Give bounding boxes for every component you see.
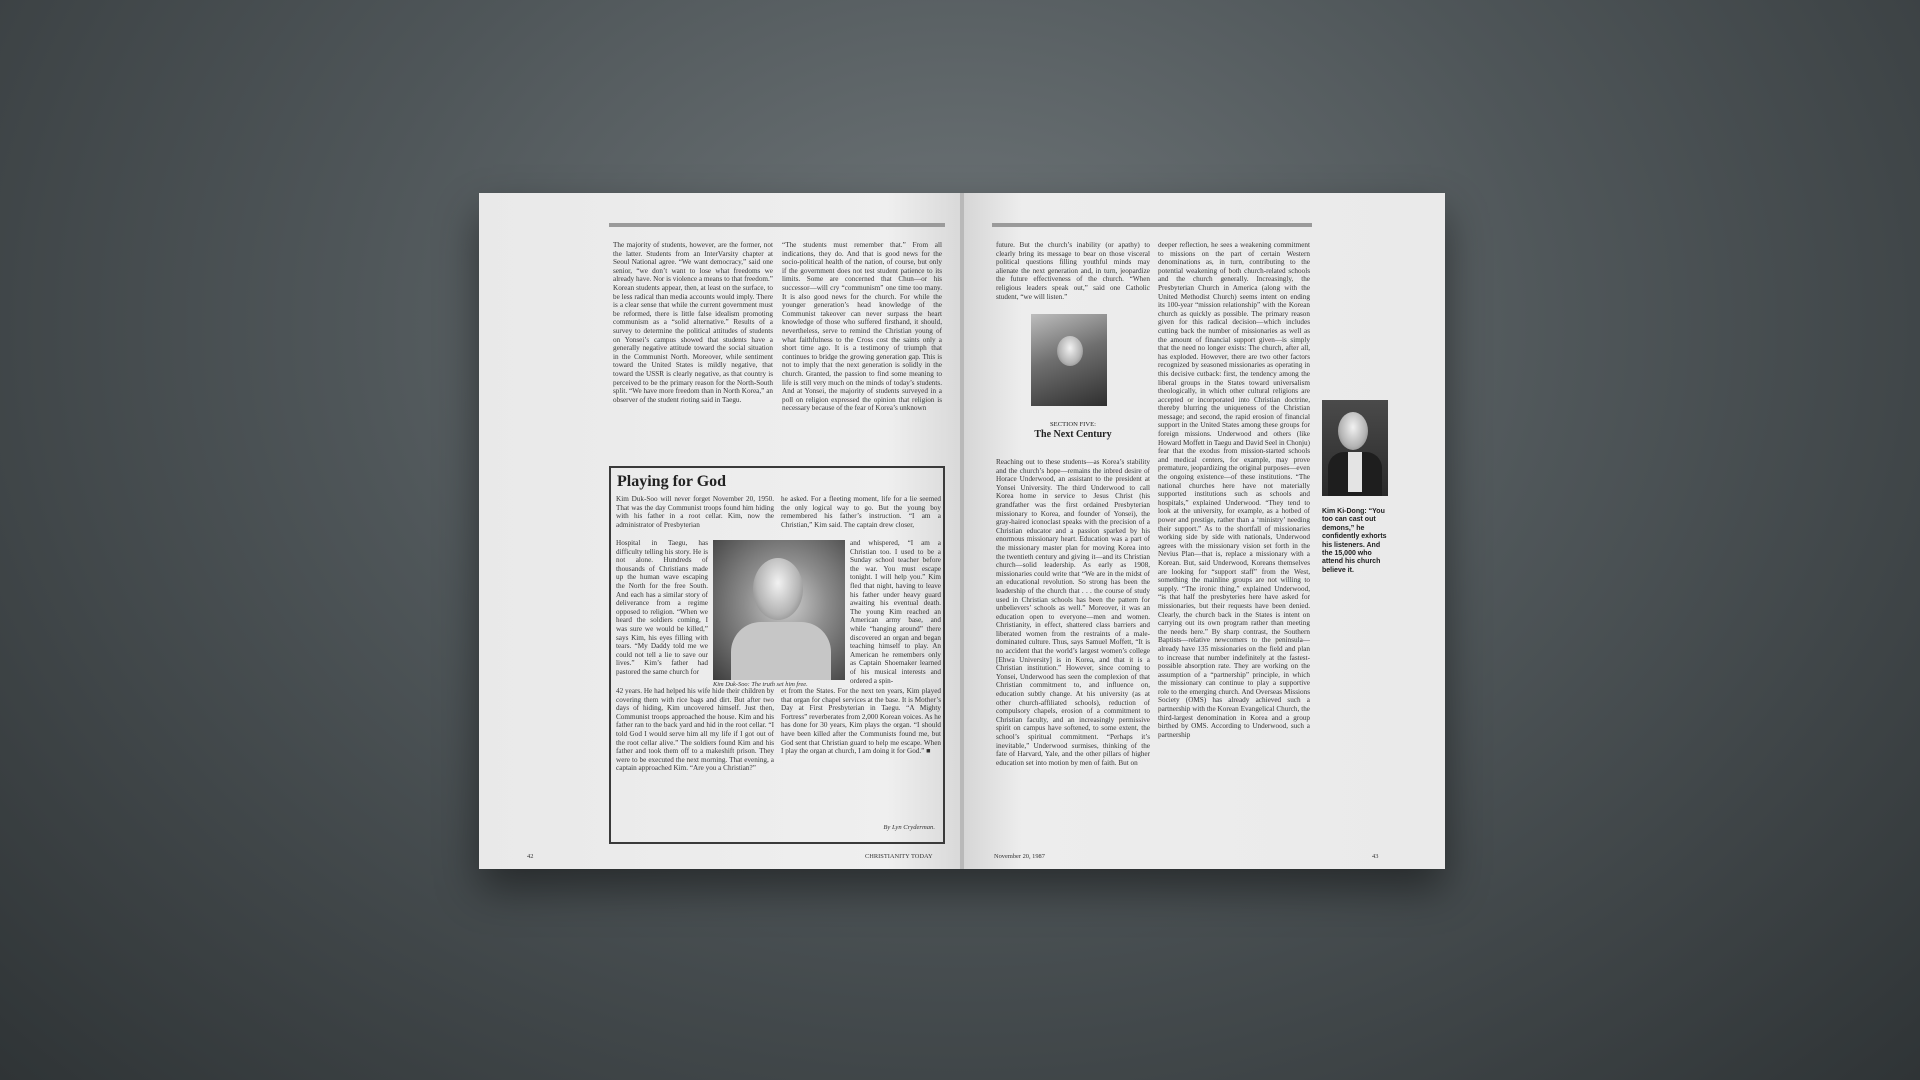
box-column-2-top: he asked. For a fleeting moment, life for a lie seemed the only logical way to go. But the young boy remembered his father’s instruction. “I am a Christian,” Kim said. The captain drew closer,	[781, 495, 941, 529]
left-top-column-2: “The students must remember that.” From all indications, they do. And that is good news for the socio-political health of the nation, of course, but only if the government does not test student patience to its limits. Some are concerned that Chun—or his successor—will cry “communism” one time too many. It is also good news for the church. For while the younger generation’s head knowledge of the Communist takeover can never surpass the heart knowledge of those who suffered firsthand, it should, nevertheless, serve to remind the Christian young of what faithfulness to the Cross cost the saints only a short time ago. It is a testimony of triumph that continues to bridge the growing generation gap. This is not to imply that the next generation is solidly in the church. Granted, the passion to find some meaning to life is still very much on the minds of today’s students. And at Yonsei, the majority of students surveyed in a poll on religion expressed the opinion that religion is necessary because of the fear of Korea’s unknown	[782, 241, 942, 413]
student-figure	[1057, 336, 1083, 366]
byline: By Lyn Cryderman.	[883, 824, 935, 831]
kim-ki-dong-photo	[1322, 400, 1388, 496]
right-column-1-top: future. But the church’s inability (or apathy) to clearly bring its message to bear on those visceral political questions filling youthful minds may alienate the next generation and, in turn, jeopardize the future effectiveness of the church. “When religious leaders speak out,” said one Catholic student, “we will listen.”	[996, 241, 1150, 301]
folio-date: November 20, 1987	[994, 853, 1045, 860]
folio-magazine-name: CHRISTIANITY TODAY	[865, 853, 933, 860]
portrait-face	[753, 558, 803, 620]
sidebar-box	[609, 466, 945, 844]
magazine-spread	[479, 193, 1445, 869]
right-column-1-bottom: Reaching out to these students—as Korea’s stability and the church’s hope—remains the inbred desire of Horace Underwood, an assistant to the president at Yonsei University. The third Underwood to call Korea home in service to Jesus Christ (his grandfather was the first ordained Presbyterian missionary to Korea, and founder of Yonsei), the gray-haired iconoclast speaks with the precision of a Christian educator and a passion sparked by his enormous missionary heart. Education was a part of the missionary master plan for moving Korea into the twentieth century and giving it—and its Christian church—solid leadership. As early as 1908, missionaries could write that “We are in the midst of an educational revolution. So strong has been the leadership of the church that . . . the course of study used in Christian schools has been the pattern for unbelievers’ schools as well.” Moreover, it was an education open to everyone—men and women. Christianity, in effect, shattered class barriers and liberated women from the restraints of a male-dominated culture. Thus, says Samuel Moffett, “It is no accident that the world’s largest women’s college [Ehwa University] is in Korea, and that it is a Christian institution.” However, since coming to Yonsei, Underwood has seen the complexion of that Christian commitment to, and influence on, education subtly change. At his university (as at other church-affiliated schools), reduction of compulsory chapels, erosion of a commitment to Christian faculty, and an increasingly permissive spirit on campus have softened, to some extent, the school’s spiritual commitment. “Perhaps it’s inevitable,” Underwood surmises, thinking of the fate of Harvard, Yale, and the other pillars of higher education set into motion by men of faith. But on	[996, 458, 1150, 767]
kim-ki-dong-face	[1338, 412, 1368, 450]
section-title: The Next Century	[1034, 429, 1112, 440]
box-column-2-narrow: and whispered, “I am a Christian too. I used to be a Sunday school teacher before the war. You must escape tonight. I will help you.” Kim fled that night, having to leave his father under heavy guard awaiting his eventual death. The young Kim reached an American army base, and while “hanging around” there discovered an organ and began teaching himself to play. An American he remembers only as Captain Shoemaker learned of his musical interests and ordered a spin-	[850, 539, 941, 685]
students-photo	[1031, 314, 1107, 406]
box-column-1-bottom: 42 years. He had helped his wife hide their children by covering them with rice bags and dirt. But after two days of hiding, Kim uncovered himself. Just then, Communist troops approached the house. Kim and his father ran to the back yard and hid in the root cellar. “I told God I would serve him all my life if I got out of the root cellar alive.” The soldiers found Kim and his father and took them off to a makeshift prison. They were to be executed the next morning. That evening, a captain approached Kim. “Are you a Christian?”	[616, 687, 774, 773]
box-column-1-narrow: Hospital in Taegu, has difficulty telling his story. He is not alone. Hundreds of thousands of Christians made up the human wave escaping the North for the free South. And each has a similar story of deliverance from a regime opposed to religion. “When we heard the soldiers coming, I was sure we would be killed,” says Kim, his eyes filling with tears. “My Daddy told me we could not tell a lie to save our lives.” Kim’s father had pastored the same church for	[616, 539, 708, 676]
folio-page-number-right: 43	[1372, 853, 1379, 860]
box-column-2-bottom: et from the States. For the next ten years, Kim played that organ for chapel services at the base. It is Mother’s Day at First Presbyterian in Taegu. “A Mighty Fortress” reverberates from 2,000 Korean voices. As he has done for 30 years, Kim plays the organ. “I should have been killed after the Communists found me, but God sent that Christian guard to help me escape. When I play the organ at church, I am doing it for God.” ■	[781, 687, 941, 756]
kim-duk-soo-photo	[713, 540, 845, 680]
portrait-jacket	[731, 622, 831, 680]
left-page	[479, 193, 960, 869]
kim-ki-dong-shirt	[1348, 452, 1362, 492]
kim-ki-dong-caption: Kim Ki-Dong: “You too can cast out demons,” he confidently exhorts his listeners. And the 15,000 who attend his church believe it.	[1322, 508, 1387, 574]
box-column-1-top: Kim Duk-Soo will never forget November 20, 1950. That was the day Communist troops found him hiding with his father in a root cellar. Kim, now the administrator of Presbyterian	[616, 495, 774, 529]
section-label: SECTION FIVE:	[1050, 421, 1096, 428]
photo-caption: Kim Duk-Soo: The truth set him free.	[713, 681, 808, 688]
folio-page-number-left: 42	[527, 853, 534, 860]
sidebar-title: Playing for God	[617, 473, 727, 490]
left-top-column-1: The majority of students, however, are the former, not the latter. Students from an InterVarsity chapter at Seoul National agree. “We want democracy,” said one senior, “we don’t want to lose what freedoms we already have. Nor is violence a means to that freedom.” Korean students appear, then, at least on the surface, to be less radical than media accounts would imply. There is a clear sense that while the current government must be reformed, there is little false idealism promoting communism as a “solid alternative.” Results of a survey to determine the political attitudes of students on Yonsei’s campus showed that students have a generally negative attitude toward the social situation in the Communist North. Moreover, while sentiment toward the United States is mildly negative, that toward the USSR is clearly negative, as that country is perceived to be the primary reason for the North-South split. “We have more freedom than in North Korea,” an observer of the student rioting said in Taegu.	[613, 241, 773, 404]
top-rule-right	[992, 223, 1312, 227]
top-rule-left	[609, 223, 945, 227]
right-column-2: deeper reflection, he sees a weakening commitment to missions on the part of certain Western denominations as, in turn, contributing to the potential weakening of both church-related schools and the church generally. Increasingly, the Presbyterian Church in America (along with the United Methodist Church) seems intent on ending its 100-year “mission relationship” with the Korean church as quickly as possible. The primary reason given for this radical decision—which includes cutting back the number of missionaries as well as the amount of financial support given—is simply that the need no longer exists: The church, after all, has exploded. However, there are two other factors recognized by seasoned missionaries as operating in this decisive cutback: first, the tendency among the liberal groups in the States toward universalism theologically, in which other cultural religions are accepted or incorporated into Christian doctrine, thereby blurring the uniqueness of the Christian message; and second, the rapid erosion of financial support in the United States among these groups for foreign missions. Underwood and others (like Howard Moffett in Taegu and David Seel in Chonju) fear that the exodus from mission-started schools and medical centers, for example, may prove premature, jeopardizing the original purposes—even the ongoing existence—of these institutions. “The national churches here have not materially supported institutions such as schools and hospitals,” explained Underwood. “They tend to look at the university, for example, as a hotbed of power and prestige, rather than a ‘ministry’ needing their support.” As to the shortfall of missionaries working side by side with nationals, Underwood agrees with the missionary vision set forth in the Nevius Plan—that is, replace a missionary with a Korean. But, said Underwood, Koreans themselves are looking for “support staff” from the West, something the mainline groups are not willing to supply. “The ironic thing,” explained Underwood, “is that half the presbyteries here have asked for missionaries, but their requests have been denied. Clearly, the church back in the States is intent on carrying out its own program rather than meeting the needs here.” By sharp contrast, the Southern Baptists—relative newcomers to the peninsula—already have 135 missionaries on the field and plan to increase that number indefinitely at the fastest-possible absorption rate. They are working on the assumption of a “partnership” principle, in which the missionary can continue to play a supportive role to the emerging church. And Overseas Missions Society (OMS) has already achieved such a partnership with the Korean Evangelical Church, the third-largest denomination in Korea and a group birthed by OMS. According to Underwood, such a partnership	[1158, 241, 1310, 739]
